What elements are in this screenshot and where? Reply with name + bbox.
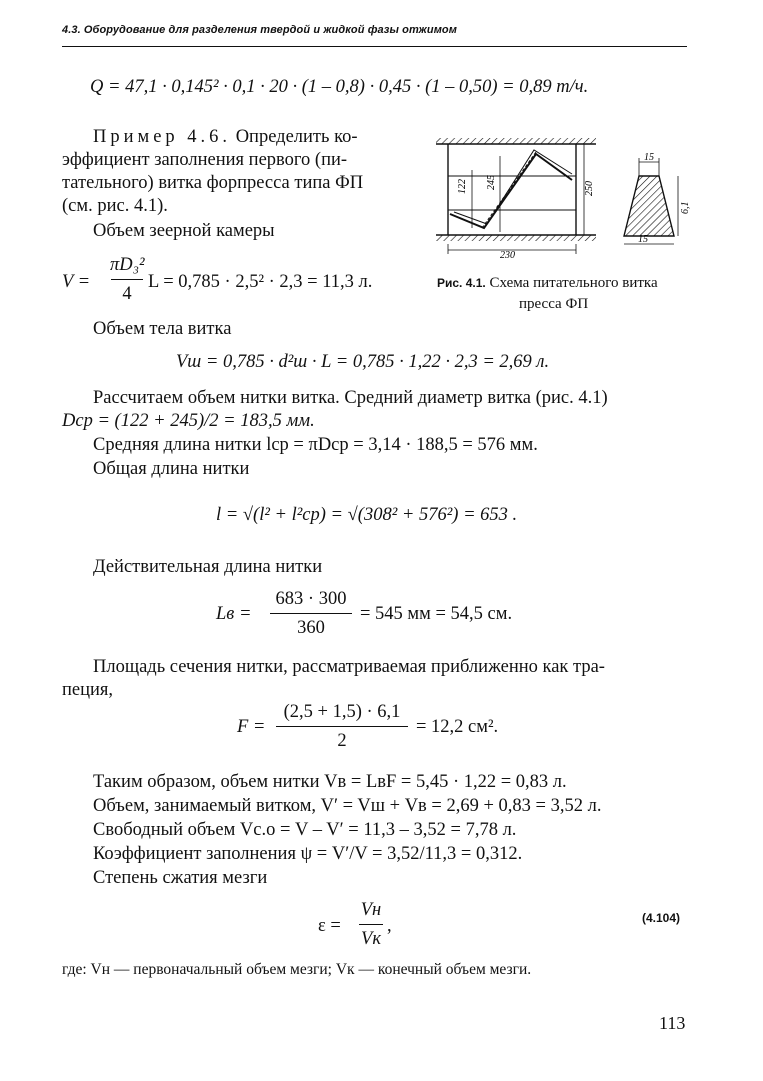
eq-v-denominator: 4	[122, 284, 132, 304]
dcp-text: Dср = (122 + 245)/2 = 183,5 мм.	[62, 411, 315, 431]
dim-250: 250	[584, 181, 595, 196]
eq-e-denominator: Vк	[361, 929, 381, 949]
eq-vsh: Vш = 0,785 · d²ш · L = 0,785 · 1,22 · 2,3 = 2,69 л.	[176, 352, 550, 372]
thus-line-1: Таким образом, объем нитки Vв = LвF = 5,45 · 1,22 = 0,83 л.	[93, 772, 567, 792]
dim-15-top: 15	[644, 152, 654, 163]
example-line-2: эффициент заполнения первого (пи-	[62, 150, 348, 170]
thread-section-trapezoid	[624, 176, 674, 236]
page-number: 113	[659, 1013, 686, 1033]
example-line-1	[93, 126, 358, 148]
thus-line-3: Свободный объем Vс.о = V – V′ = 11,3 – 3,52 = 7,78 л.	[93, 820, 517, 840]
running-header: 4.3. Оборудование для разделения твердой и жидкой фазы отжимом	[62, 24, 457, 36]
eq-v-fraction-bar	[111, 279, 143, 280]
header-rule	[62, 46, 687, 47]
bottom-wall-hatch	[436, 235, 596, 241]
dim-245: 245	[486, 175, 497, 190]
figure-caption-label: Рис. 4.1.	[437, 276, 486, 290]
example-label: Пример 4.6.	[93, 127, 232, 147]
equation-q: Q = 47,1 · 0,145² · 0,1 · 20 · (1 – 0,8) · 0,45 · (1 – 0,50) = 0,89 т/ч.	[90, 77, 589, 97]
thread-vol-text: Рассчитаем объем нитки витка. Средний диаметр витка (рис. 4.1)	[93, 388, 608, 408]
eq-e-comma: ,	[387, 916, 392, 936]
eq-lv-lhs: Lв =	[216, 604, 252, 624]
footnote-definitions: где: Vн — первоначальный объем мезги; Vк — конечный объем мезги.	[62, 961, 532, 978]
top-wall-hatch	[436, 138, 596, 144]
eq-f-denominator: 2	[337, 731, 347, 751]
eq-v-numerator: πD₃²	[110, 255, 145, 275]
eq-e-fraction-bar	[359, 924, 383, 925]
dim-61: 6,1	[680, 201, 691, 214]
dim-122: 122	[457, 179, 468, 194]
eq-lv-denominator: 360	[297, 618, 325, 638]
figure-caption-line-2: пресса ФП	[519, 296, 589, 312]
real-len-text: Действительная длина нитки	[93, 557, 323, 577]
example-line-3: тательного) витка форпресса типа ФП	[62, 173, 364, 193]
thus-line-2: Объем, занимаемый витком, V′ = Vш + Vв = 2,69 + 0,83 = 3,52 л.	[93, 796, 602, 816]
example-line-5: Объем зеерной камеры	[93, 221, 275, 241]
area-text-2: пеция,	[62, 680, 114, 700]
figure-caption-text: Схема питательного витка	[485, 275, 658, 291]
eq-e-numerator: Vн	[360, 900, 382, 920]
thus-line-5: Степень сжатия мезги	[93, 868, 268, 888]
eq-lv-rhs: = 545 мм = 54,5 см.	[360, 604, 513, 624]
vol-body-text: Объем тела витка	[93, 319, 232, 339]
dim-230: 230	[500, 250, 515, 261]
figure-feed-coil-diagram	[432, 132, 692, 262]
eq-f-fraction-bar	[276, 726, 408, 727]
eq-v-lhs: V =	[62, 272, 91, 292]
eq-v-rhs: L = 0,785 · 2,5² · 2,3 = 11,3 л.	[148, 272, 373, 292]
eq-lv-numerator: 683 · 300	[275, 589, 347, 609]
example-line-4: (см. рис. 4.1).	[62, 196, 168, 216]
figure-caption-line-1	[437, 273, 658, 293]
eq-l: l = √(l² + l²ср) = √(308² + 576²) = 653 .	[216, 505, 518, 525]
area-text-1: Площадь сечения нитки, рассматриваемая приближенно как тра-	[93, 657, 605, 677]
thus-line-4: Коэффициент заполнения ψ = V′/V = 3,52/11,3 = 0,312.	[93, 844, 523, 864]
dim-15-bottom: 15	[638, 234, 648, 245]
example-line-1-text: Определить ко-	[231, 127, 358, 147]
eq-f-rhs: = 12,2 см².	[416, 717, 499, 737]
eq-e-lhs: ε =	[318, 916, 341, 936]
avg-len-text: Средняя длина нитки lср = πDср = 3,14 · 188,5 = 576 мм.	[93, 435, 538, 455]
eq-f-numerator: (2,5 + 1,5) · 6,1	[283, 702, 401, 722]
eq-f-lhs: F =	[237, 717, 266, 737]
total-len-text: Общая длина нитки	[93, 459, 250, 479]
eq-lv-fraction-bar	[270, 613, 352, 614]
equation-number: (4.104)	[642, 911, 681, 925]
